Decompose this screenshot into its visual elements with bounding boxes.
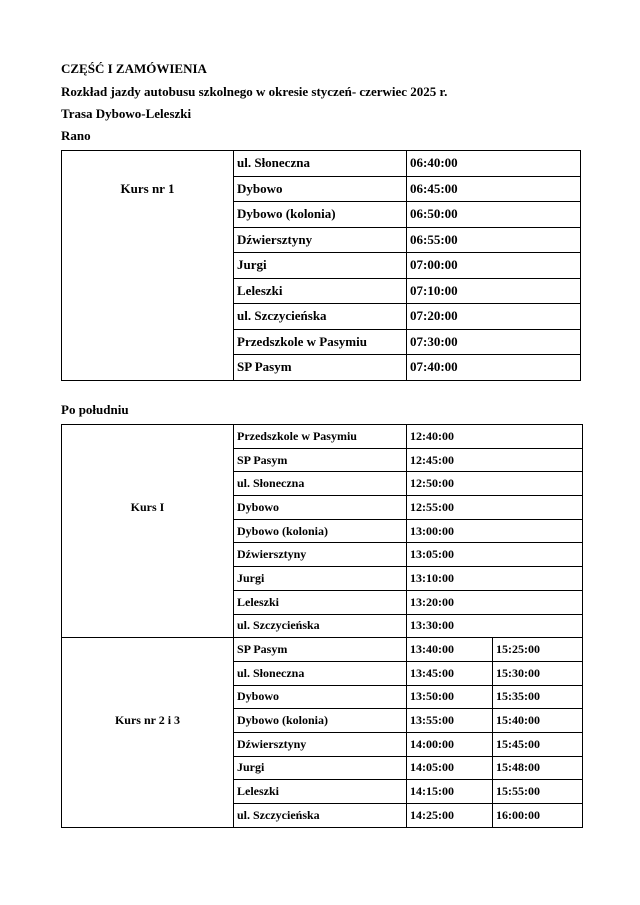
departure-time-second: 15:30:00 xyxy=(493,661,583,685)
departure-time: 06:40:00 xyxy=(407,151,581,177)
departure-time: 12:50:00 xyxy=(407,472,583,496)
table-row xyxy=(62,638,583,662)
table-row xyxy=(62,227,581,253)
table-row xyxy=(62,425,583,449)
departure-time: 07:10:00 xyxy=(407,278,581,304)
departure-time: 13:10:00 xyxy=(407,567,583,591)
table-row xyxy=(62,472,583,496)
stop-name: Dźwiersztyny xyxy=(234,732,407,756)
departure-time: 13:45:00 xyxy=(407,661,493,685)
stop-name: ul. Szczycieńska xyxy=(234,304,407,330)
stop-name: Dybowo (kolonia) xyxy=(234,519,407,543)
stop-name: Jurgi xyxy=(234,756,407,780)
stop-name: Leleszki xyxy=(234,278,407,304)
departure-time: 07:00:00 xyxy=(407,253,581,279)
stop-name: Jurgi xyxy=(234,567,407,591)
stop-name: Przedszkole w Pasymiu xyxy=(234,425,407,449)
departure-time: 06:50:00 xyxy=(407,202,581,228)
departure-time: 06:45:00 xyxy=(407,176,581,202)
departure-time: 07:30:00 xyxy=(407,329,581,355)
stop-name: Dybowo (kolonia) xyxy=(234,709,407,733)
stop-name: Dźwiersztyny xyxy=(234,543,407,567)
empty-cell xyxy=(62,638,234,685)
afternoon-label: Po południu xyxy=(61,402,129,417)
departure-time: 13:30:00 xyxy=(407,614,583,638)
departure-time-second: 15:45:00 xyxy=(493,732,583,756)
table-row xyxy=(62,756,583,780)
table-row xyxy=(62,543,583,567)
route-name: Trasa Dybowo-Leleszki xyxy=(61,106,192,121)
afternoon-timetable xyxy=(61,424,583,828)
departure-time-second: 15:55:00 xyxy=(493,780,583,804)
morning-timetable xyxy=(61,150,581,381)
departure-time: 14:15:00 xyxy=(407,780,493,804)
departure-time: 14:00:00 xyxy=(407,732,493,756)
table-row xyxy=(62,685,583,709)
section-heading: CZĘŚĆ I ZAMÓWIENIA xyxy=(61,61,207,76)
course-name: Kurs nr 1 xyxy=(62,151,234,228)
stop-name: Dybowo (kolonia) xyxy=(234,202,407,228)
stop-name: Dybowo xyxy=(234,176,407,202)
stop-name: ul. Słoneczna xyxy=(234,472,407,496)
departure-time-second: 16:00:00 xyxy=(493,804,583,828)
course-name: Kurs I xyxy=(62,472,234,543)
empty-cell xyxy=(62,543,234,638)
departure-time: 13:55:00 xyxy=(407,709,493,733)
empty-cell xyxy=(62,425,234,472)
course-name: Kurs nr 2 i 3 xyxy=(62,685,234,756)
departure-time: 12:40:00 xyxy=(407,425,583,449)
departure-time: 13:40:00 xyxy=(407,638,493,662)
morning-label: Rano xyxy=(61,128,91,143)
departure-time: 13:00:00 xyxy=(407,519,583,543)
stop-name: Przedszkole w Pasymiu xyxy=(234,329,407,355)
stop-name: SP Pasym xyxy=(234,355,407,381)
stop-name: SP Pasym xyxy=(234,638,407,662)
departure-time-second: 15:48:00 xyxy=(493,756,583,780)
departure-time-second: 15:35:00 xyxy=(493,685,583,709)
stop-name: Dybowo xyxy=(234,685,407,709)
departure-time-second: 15:25:00 xyxy=(493,638,583,662)
empty-cell xyxy=(62,227,234,380)
departure-time: 14:25:00 xyxy=(407,804,493,828)
departure-time: 13:50:00 xyxy=(407,685,493,709)
departure-time: 07:20:00 xyxy=(407,304,581,330)
stop-name: ul. Szczycieńska xyxy=(234,614,407,638)
departure-time: 12:45:00 xyxy=(407,448,583,472)
table-row xyxy=(62,151,581,177)
schedule-title: Rozkład jazdy autobusu szkolnego w okresie styczeń- czerwiec 2025 r. xyxy=(61,84,448,99)
stop-name: ul. Słoneczna xyxy=(234,151,407,177)
stop-name: Leleszki xyxy=(234,780,407,804)
empty-cell xyxy=(62,756,234,827)
stop-name: Dźwiersztyny xyxy=(234,227,407,253)
departure-time: 07:40:00 xyxy=(407,355,581,381)
departure-time: 12:55:00 xyxy=(407,496,583,520)
stop-name: SP Pasym xyxy=(234,448,407,472)
stop-name: Dybowo xyxy=(234,496,407,520)
departure-time-second: 15:40:00 xyxy=(493,709,583,733)
stop-name: ul. Szczycieńska xyxy=(234,804,407,828)
stop-name: Leleszki xyxy=(234,590,407,614)
departure-time: 13:20:00 xyxy=(407,590,583,614)
stop-name: ul. Słoneczna xyxy=(234,661,407,685)
departure-time: 14:05:00 xyxy=(407,756,493,780)
departure-time: 13:05:00 xyxy=(407,543,583,567)
stop-name: Jurgi xyxy=(234,253,407,279)
departure-time: 06:55:00 xyxy=(407,227,581,253)
